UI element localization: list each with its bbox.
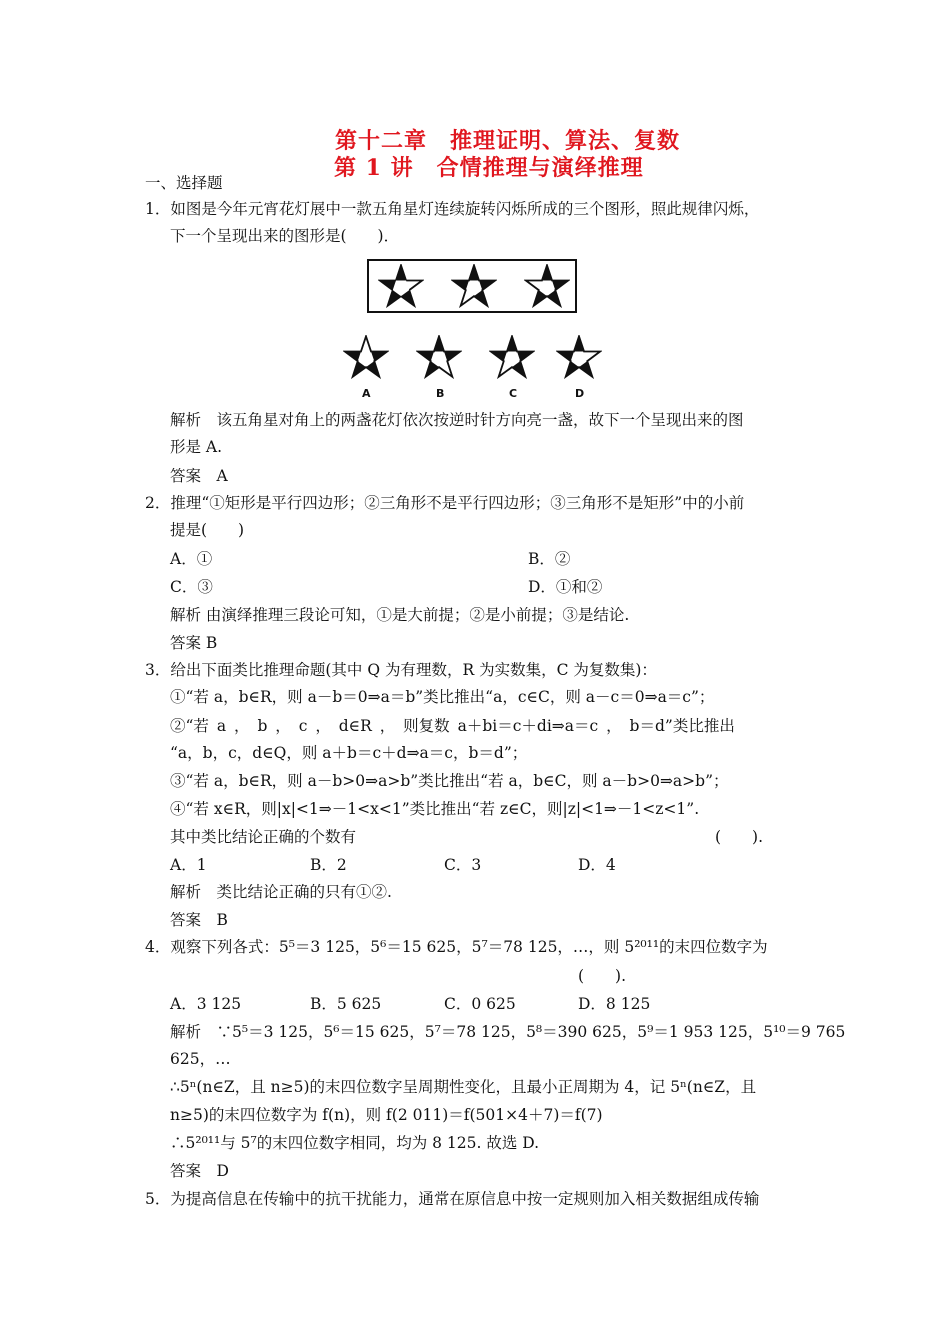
- q4-analysis-line4: n≥5)的末四位数字为 f(n)，则 f(2 011)＝f(501×4＋7)＝f(7): [170, 1106, 603, 1124]
- q1-analysis-line1: 解析 该五角星对角上的两盏花灯依次按逆时针方向亮一盏，故下一个呈现出来的图: [170, 411, 744, 429]
- q3-item-3: ③“若 a，b∈R，则 a－b>0⇒a>b”类比推出“若 a，b∈C，则 a－b>0⇒a>b”；: [170, 772, 729, 790]
- q2-option-d: D．①和②: [528, 578, 603, 596]
- q2-stem-line2: 提是( ): [170, 521, 245, 539]
- q3-item-1: ①“若 a，b∈R，则 a－b＝0⇒a＝b”类比推出“a，c∈C，则 a－c＝0⇒a＝c”；: [170, 688, 715, 706]
- q4-answer: 答案 D: [170, 1162, 229, 1180]
- q1-star-figure-3: [524, 264, 570, 308]
- q3-item-4: ④“若 x∈R，则|x|<1⇒－1<x<1”类比推出“若 z∈C，则|z|<1⇒－1<z<1”.: [170, 800, 700, 818]
- q5-stem-line1: 5．为提高信息在传输中的抗干扰能力，通常在原信息中按一定规则加入相关数据组成传输: [145, 1190, 760, 1208]
- q4-analysis-line5: ∴5²⁰¹¹与 5⁷的末四位数字相同，均为 8 125. 故选 D.: [170, 1134, 540, 1152]
- q4-analysis-line3: ∴5ⁿ(n∈Z，且 n≥5)的末四位数字呈周期性变化，且最小正周期为 4，记 5ⁿ(n∈Z，且: [170, 1078, 757, 1096]
- q4-analysis-line2: 625，…: [170, 1050, 231, 1068]
- q1-analysis-line2: 形是 A.: [170, 438, 223, 456]
- q3-question: 其中类比结论正确的个数有: [170, 828, 357, 846]
- q3-stem: 3．给出下面类比推理命题(其中 Q 为有理数，R 为实数集，C 为复数集)：: [145, 661, 657, 679]
- q3-answer: 答案 B: [170, 911, 228, 929]
- q1-option-d-star: [556, 335, 602, 379]
- q1-answer: 答案 A: [170, 467, 228, 485]
- q4-option-c: C．0 625: [444, 995, 516, 1013]
- q1-star-figure-1: [378, 264, 424, 308]
- q2-option-b: B．②: [528, 550, 571, 568]
- q3-option-b: B．2: [310, 856, 347, 874]
- q3-answer-paren: ( ).: [715, 828, 764, 846]
- q2-option-a: A．①: [170, 550, 213, 568]
- q2-analysis: 解析 由演绎推理三段论可知，①是大前提；②是小前提；③是结论.: [170, 606, 630, 624]
- q4-option-b: B．5 625: [310, 995, 382, 1013]
- q2-option-c: C．③: [170, 578, 213, 596]
- section-heading: 一、选择题: [145, 174, 223, 192]
- chapter-title: 第十二章 推理证明、算法、复数: [335, 128, 681, 154]
- q3-option-c: C．3: [444, 856, 482, 874]
- q1-star-figure-2: [451, 264, 497, 308]
- q3-analysis: 解析 类比结论正确的只有①②.: [170, 883, 392, 901]
- q2-stem-line1: 2．推理“①矩形是平行四边形；②三角形不是平行四边形；③三角形不是矩形”中的小前: [145, 494, 745, 512]
- q1-stem-line2: 下一个呈现出来的图形是( )．: [170, 227, 400, 245]
- q2-answer: 答案 B: [170, 634, 218, 652]
- q4-option-a: A．3 125: [170, 995, 242, 1013]
- q3-option-a: A．1: [170, 856, 207, 874]
- q1-option-d-label: D: [575, 387, 585, 400]
- q1-stem-line1: 1．如图是今年元宵花灯展中一款五角星灯连续旋转闪烁所成的三个图形，照此规律闪烁，: [145, 200, 760, 218]
- q4-option-d: D．8 125: [578, 995, 651, 1013]
- q3-item-2-line2: “a，b，c，d∈Q，则 a＋b＝c＋d⇒a＝c，b＝d”；: [170, 744, 528, 762]
- q4-analysis-line1: 解析 ∵5⁵＝3 125，5⁶＝15 625，5⁷＝78 125，5⁸＝390 625，5⁹＝1 953 125，5¹⁰＝9 765: [170, 1023, 846, 1041]
- q1-option-a-label: A: [362, 387, 371, 400]
- q1-option-c-label: C: [509, 387, 518, 400]
- q1-option-a-star: [343, 335, 389, 379]
- q1-option-b-star: [416, 335, 462, 379]
- q4-stem: 4．观察下列各式：5⁵＝3 125，5⁶＝15 625，5⁷＝78 125，…，则 5²⁰¹¹的末四位数字为: [145, 938, 768, 956]
- q4-answer-paren: ( ).: [578, 967, 627, 985]
- q3-option-d: D．4: [578, 856, 616, 874]
- q1-option-c-star: [489, 335, 535, 379]
- lesson-title: 第 1 讲 合情推理与演绎推理: [334, 155, 644, 181]
- q3-item-2-line1: ②“若 a ， b ， c ， d∈R ， 则复数 a＋bi＝c＋di⇒a＝c ， b＝d”类比推出: [170, 717, 735, 735]
- q1-option-b-label: B: [436, 387, 445, 400]
